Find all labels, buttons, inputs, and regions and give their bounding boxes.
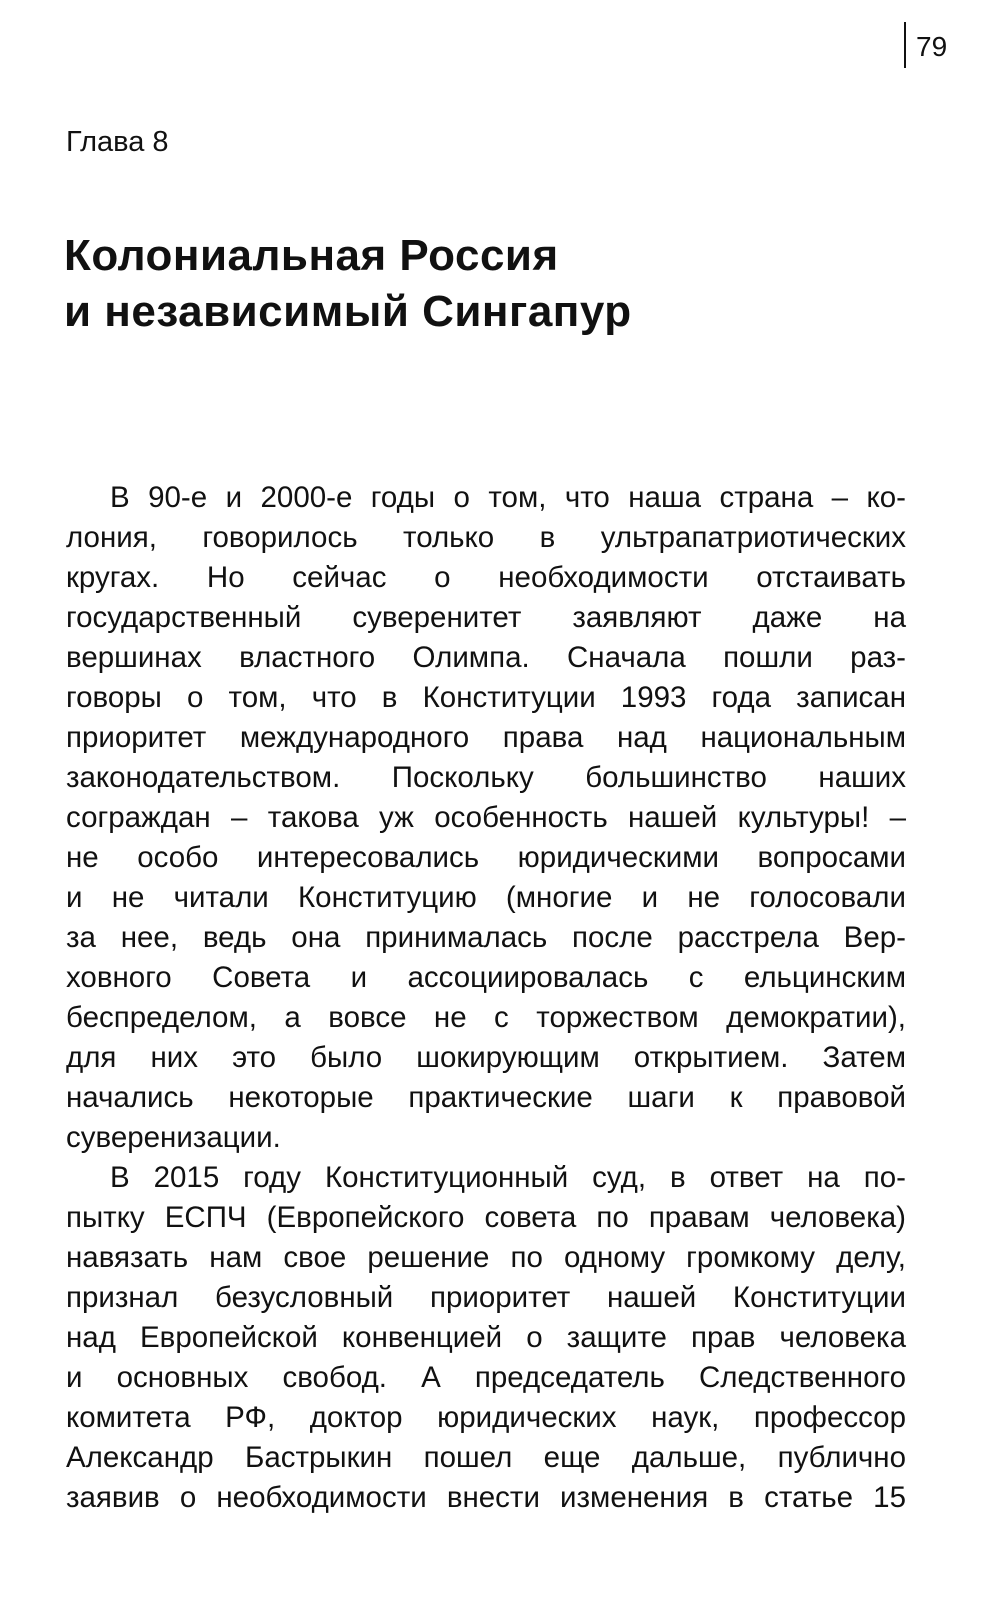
text-line: и не читали Конституцию (многие и не голосовали xyxy=(66,881,906,914)
text-line: над Европейской конвенцией о защите прав человека xyxy=(66,1321,906,1354)
text-line: Александр Бастрыкин пошел еще дальше, публично xyxy=(66,1441,906,1474)
body-text xyxy=(66,478,906,1518)
text-line: начались некоторые практические шаги к правовой xyxy=(66,1081,906,1114)
text-line: В 2015 году Конституционный суд, в ответ на по- xyxy=(110,1161,906,1194)
text-line: заявив о необходимости внести изменения в статье 15 xyxy=(66,1481,906,1514)
text-line: и основных свобод. А председатель Следственного xyxy=(66,1361,906,1394)
text-line: суверенизации. xyxy=(66,1121,281,1154)
text-line: законодательством. Поскольку большинство наших xyxy=(66,761,906,794)
chapter-title-line: и независимый Сингапур xyxy=(64,287,632,336)
text-line: ховного Совета и ассоциировалась с ельцинским xyxy=(66,961,906,994)
page-number: 79 xyxy=(916,31,948,62)
text-line: говоры о том, что в Конституции 1993 года записан xyxy=(66,681,906,714)
text-line: приоритет международного права над национальным xyxy=(66,721,906,754)
text-line: В 90-е и 2000-е годы о том, что наша страна – ко- xyxy=(110,481,906,514)
text-line: за нее, ведь она принималась после расстрела Вер- xyxy=(66,921,906,954)
text-line: навязать нам свое решение по одному громкому делу, xyxy=(66,1241,906,1274)
text-line: признал безусловный приоритет нашей Конституции xyxy=(66,1281,906,1314)
page-number-rule xyxy=(904,22,906,68)
chapter-label: Глава 8 xyxy=(66,126,169,158)
text-line: для них это было шокирующим открытием. Затем xyxy=(66,1041,906,1074)
text-line: пытку ЕСПЧ (Европейского совета по правам человека) xyxy=(66,1201,906,1234)
text-line: сограждан – такова уж особенность нашей культуры! – xyxy=(66,801,906,834)
chapter-title-line: Колониальная Россия xyxy=(64,231,559,280)
text-line: кругах. Но сейчас о необходимости отстаивать xyxy=(66,561,906,594)
text-line: беспределом, а вовсе не с торжеством демократии), xyxy=(66,1001,906,1034)
chapter-title xyxy=(64,228,904,340)
text-line: вершинах властного Олимпа. Сначала пошли раз- xyxy=(66,641,906,674)
text-line: не особо интересовались юридическими вопросами xyxy=(66,841,906,874)
text-line: комитета РФ, доктор юридических наук, профессор xyxy=(66,1401,906,1434)
text-line: государственный суверенитет заявляют даже на xyxy=(66,601,906,634)
text-line: лония, говорилось только в ультрапатриотических xyxy=(66,521,906,554)
